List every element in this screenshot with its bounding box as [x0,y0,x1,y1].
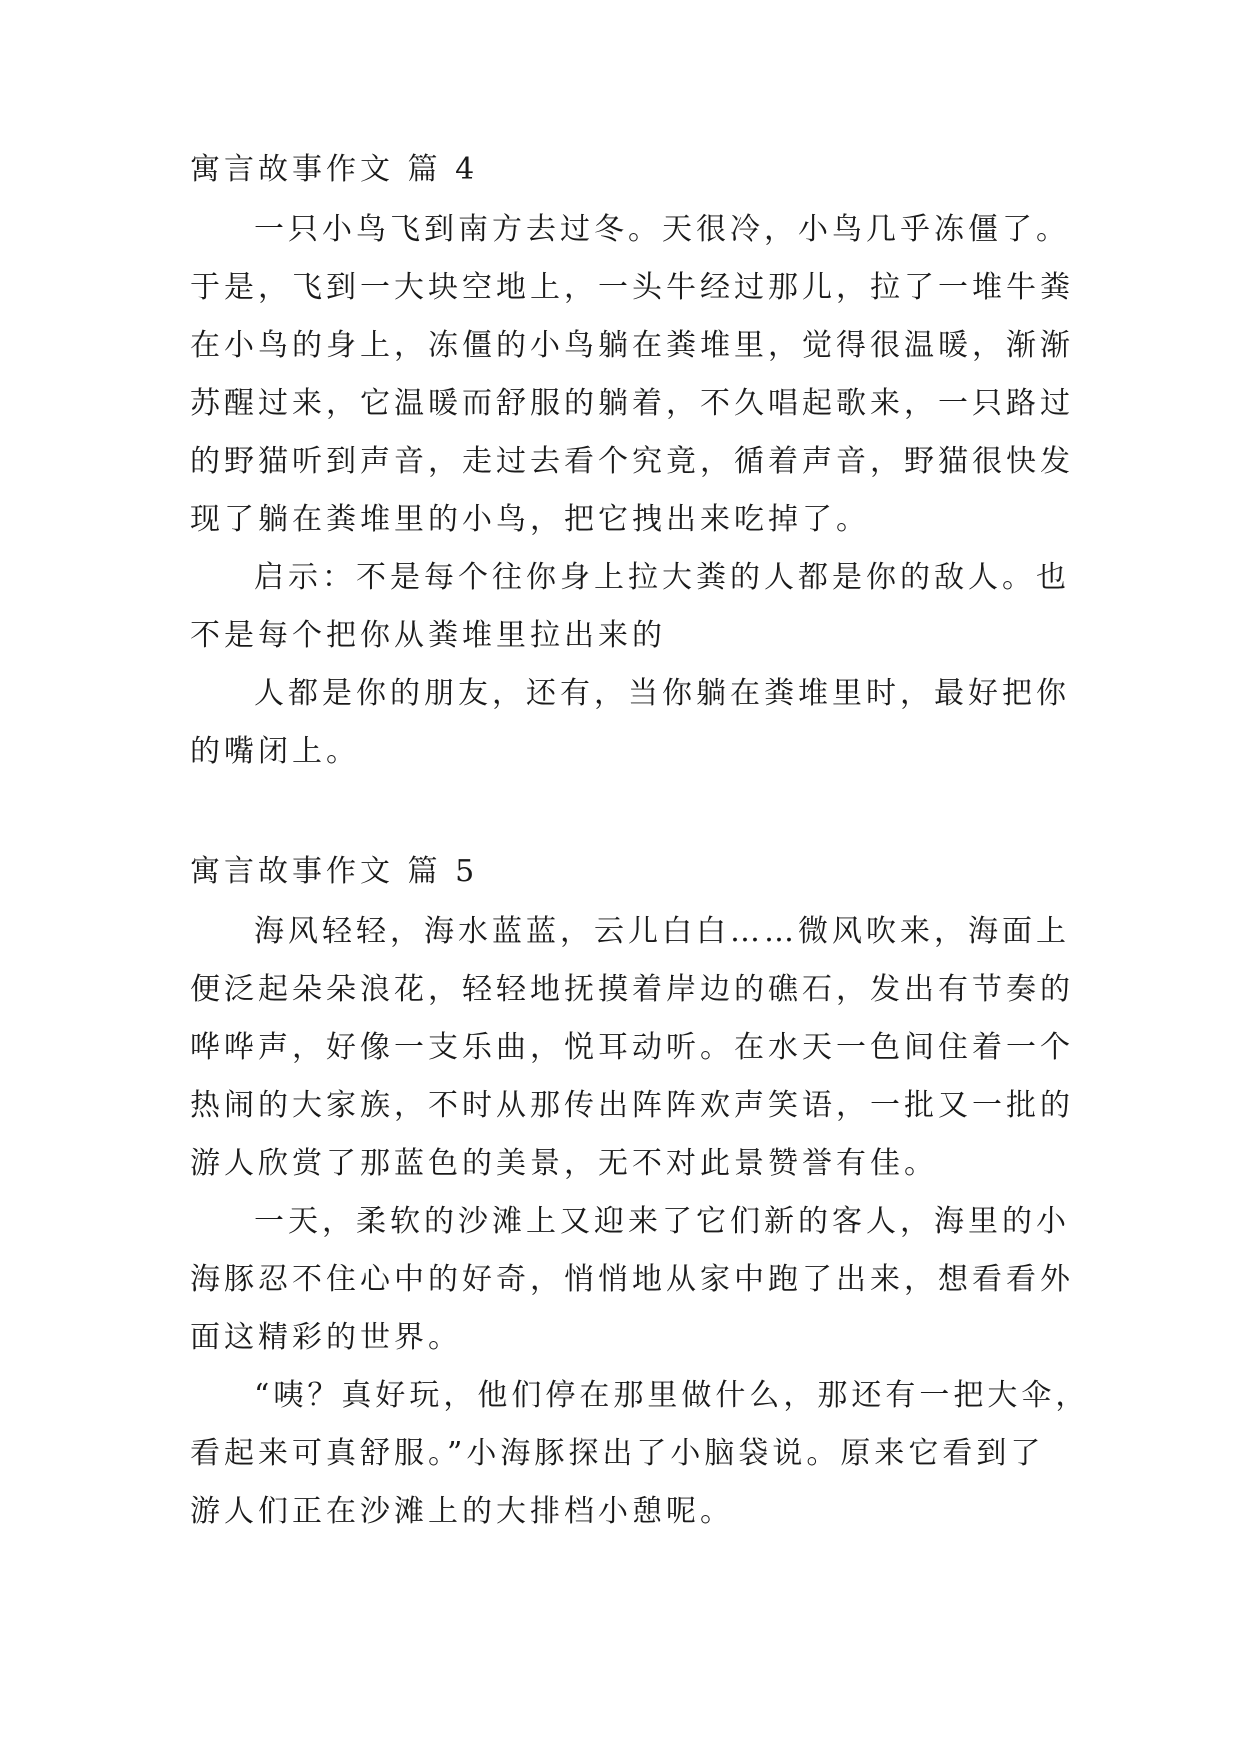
section-5-line: 海风轻轻，海水蓝蓝，云儿白白……微风吹来，海面上 [254,914,1070,949]
section-5-line: 游人欣赏了那蓝色的美景，无不对此景赞誉有佳。 [190,1146,938,1181]
section-5-line: 海豚忍不住心中的好奇，悄悄地从家中跑了出来，想看看外 [190,1262,1074,1297]
section-4-line: 不是每个把你从粪堆里拉出来的 [190,618,666,653]
section-5-line: 游人们正在沙滩上的大排档小憩呢。 [190,1494,734,1529]
section-5-title: 寓言故事作文 篇 5 [190,854,479,889]
section-4-line: 人都是你的朋友，还有，当你躺在粪堆里时，最好把你 [254,676,1070,711]
section-4-line: 一只小鸟飞到南方去过冬。天很冷，小鸟几乎冻僵了。 [254,212,1070,247]
section-4-line: 的嘴闭上。 [190,734,360,769]
section-5-line: 热闹的大家族，不时从那传出阵阵欢声笑语，一批又一批的 [190,1088,1074,1123]
section-4-line: 苏醒过来，它温暖而舒服的躺着，不久唱起歌来，一只路过 [190,386,1074,421]
section-5-line: “咦？真好玩，他们停在那里做什么，那还有一把大伞， [254,1378,1090,1413]
section-5-line: 哗哗声，好像一支乐曲，悦耳动听。在水天一色间住着一个 [190,1030,1074,1065]
section-4-title: 寓言故事作文 篇 4 [190,152,479,187]
section-5-line: 面这精彩的世界。 [190,1320,462,1355]
section-4-line: 的野猫听到声音，走过去看个究竟，循着声音，野猫很快发 [190,444,1074,479]
section-5-line: 看起来可真舒服。”小海豚探出了小脑袋说。原来它看到了 [190,1436,1045,1471]
section-4-line: 启示：不是每个往你身上拉大粪的人都是你的敌人。也 [254,560,1070,595]
section-4-line: 在小鸟的身上，冻僵的小鸟躺在粪堆里，觉得很温暖，渐渐 [190,328,1074,363]
section-5-line: 便泛起朵朵浪花，轻轻地抚摸着岸边的礁石，发出有节奏的 [190,972,1074,1007]
section-5-line: 一天，柔软的沙滩上又迎来了它们新的客人，海里的小 [254,1204,1070,1239]
section-4-line: 现了躺在粪堆里的小鸟，把它拽出来吃掉了。 [190,502,870,537]
section-4-line: 于是，飞到一大块空地上，一头牛经过那儿，拉了一堆牛粪 [190,270,1074,305]
